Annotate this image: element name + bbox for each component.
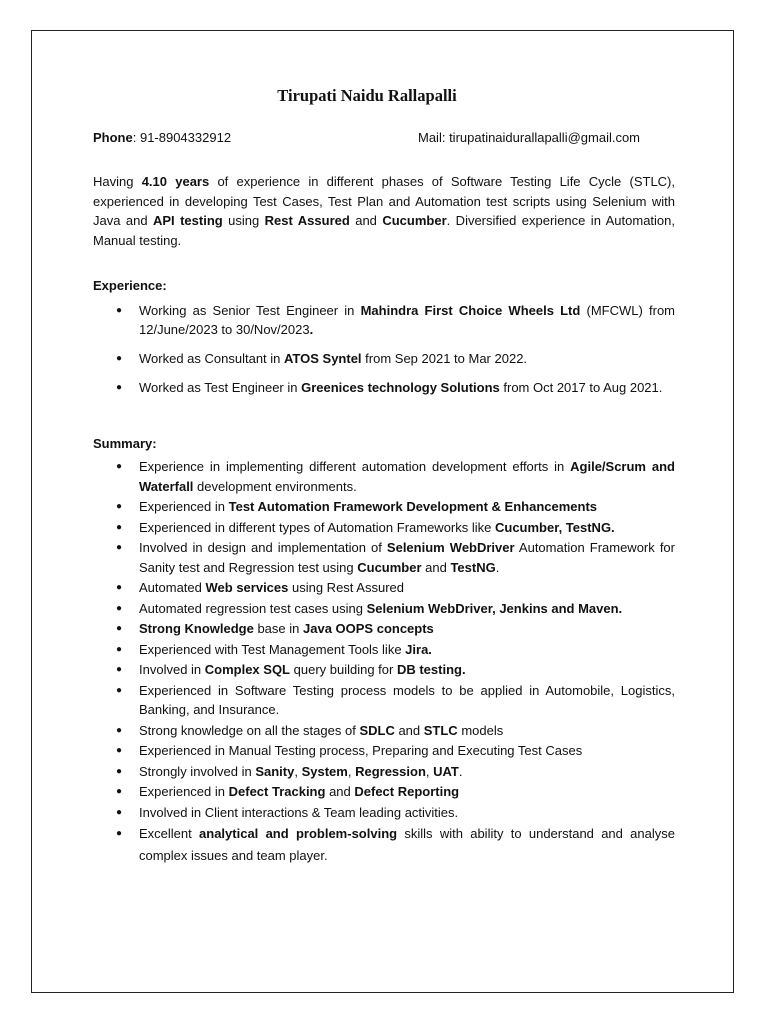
item-bold: Sanity <box>255 763 295 779</box>
item-bold: Web services <box>205 580 289 595</box>
intro-text: using <box>222 213 265 228</box>
item-bold: Jira. <box>405 641 432 657</box>
bullet-icon: ● <box>116 542 123 553</box>
bullet-icon: ● <box>116 521 123 533</box>
intro-bold: 4.10 years <box>141 174 210 189</box>
item-text: Experience in implementing different automation development efforts in <box>139 459 571 474</box>
summary-list <box>93 457 675 867</box>
item-bold: Agile/Scrum and Waterfall <box>139 459 676 494</box>
bullet-icon: ● <box>116 582 123 593</box>
bullet-icon: ● <box>116 765 123 777</box>
experience-list <box>93 301 675 407</box>
item-text: . <box>458 763 463 779</box>
item-text: Involved in <box>139 662 205 677</box>
item-bold: System <box>301 763 348 779</box>
item-text: , <box>425 763 434 779</box>
summary-item <box>93 803 675 823</box>
item-bold: Cucumber, TestNG. <box>495 519 615 535</box>
item-bold: ATOS Syntel <box>284 351 362 366</box>
bullet-icon: ● <box>116 684 123 696</box>
item-text: Automated <box>139 580 206 595</box>
item-text: and <box>394 722 424 738</box>
item-text: Working as Senior Test Engineer in <box>139 303 361 318</box>
bullet-icon: ● <box>116 806 123 818</box>
intro-text: Having <box>93 174 142 189</box>
summary-heading: Summary: <box>93 436 157 451</box>
summary-item <box>93 578 675 598</box>
intro-paragraph <box>93 172 675 250</box>
item-text: . <box>495 559 500 575</box>
summary-item <box>93 599 675 619</box>
summary-item <box>93 782 675 802</box>
experience-item <box>93 301 675 339</box>
item-bold: UAT <box>433 763 459 779</box>
item-bold: Complex SQL <box>204 662 291 677</box>
item-text: skills with ability to understand and analyse complex issues and team player. <box>139 826 675 863</box>
item-text: Automated regression test cases using <box>139 600 367 616</box>
phone-value: : 91-8904332912 <box>132 130 232 145</box>
summary-item <box>93 660 675 680</box>
item-text: (MFCWL) from 12/June/2023 to 30/Nov/2023 <box>139 303 676 337</box>
summary-item <box>93 518 675 538</box>
item-bold: SDLC <box>359 722 395 738</box>
item-bold: Defect Tracking <box>228 784 326 799</box>
item-bold: Java OOPS concepts <box>303 621 434 636</box>
item-text: from Oct 2017 to Aug 2021. <box>499 380 663 395</box>
experience-item <box>93 349 675 368</box>
summary-item <box>93 721 675 741</box>
item-text: using Rest Assured <box>288 580 404 595</box>
bullet-icon: ● <box>116 602 123 614</box>
item-text: Involved in design and implementation of <box>139 540 387 555</box>
mail-line <box>418 130 640 145</box>
item-text: Excellent <box>139 826 200 841</box>
item-text: from Sep 2021 to Mar 2022. <box>361 351 528 366</box>
bullet-icon: ● <box>116 786 123 797</box>
item-bold: Greenices technology Solutions <box>301 380 500 395</box>
item-bold: TestNG <box>450 559 496 575</box>
item-bold: DB testing. <box>396 662 466 677</box>
experience-item <box>93 378 675 397</box>
item-text: Strongly involved in <box>139 763 256 779</box>
item-bold: analytical and problem-solving <box>199 826 398 841</box>
summary-item <box>93 457 675 496</box>
item-bold: Regression <box>355 763 426 779</box>
item-text: Involved in Client interactions & Team leading activities. <box>139 804 459 820</box>
bullet-icon: ● <box>116 745 123 756</box>
item-text: base in <box>253 621 303 636</box>
item-text: Experienced in Software Testing process models to be applied in Automobile, Logistics, Banking, and Insurance. <box>139 682 675 717</box>
bullet-icon: ● <box>116 353 123 364</box>
item-text: Experienced in Manual Testing process, Preparing and Executing Test Cases <box>139 743 583 758</box>
intro-text: and <box>349 213 383 228</box>
bullet-icon: ● <box>116 382 123 393</box>
experience-heading: Experience: <box>93 278 167 293</box>
item-text: query building for <box>290 662 397 677</box>
item-text: Worked as Consultant in <box>139 351 284 366</box>
bullet-icon: ● <box>116 643 123 655</box>
phone-label: Phone <box>93 130 133 145</box>
bullet-icon: ● <box>116 305 123 316</box>
intro-bold: API testing <box>153 213 223 228</box>
bullet-icon: ● <box>116 501 123 512</box>
summary-item <box>93 497 675 517</box>
item-bold: Defect Reporting <box>354 784 460 799</box>
bullet-icon: ● <box>116 664 123 675</box>
item-bold: STLC <box>423 722 458 738</box>
item-text: and <box>325 784 355 799</box>
bullet-icon: ● <box>116 828 123 839</box>
phone-line <box>93 130 231 145</box>
item-bold: Strong Knowledge <box>139 621 254 636</box>
item-text: models <box>457 722 504 738</box>
item-text: Worked as Test Engineer in <box>139 380 302 395</box>
intro-text: . Diversified experience in Automation, Manual testing. <box>93 213 675 248</box>
item-bold: Mahindra First Choice Wheels Ltd <box>360 303 581 318</box>
item-text: Experienced in <box>139 784 229 799</box>
item-text: Experienced with Test Management Tools like <box>139 641 406 657</box>
bullet-icon: ● <box>116 724 123 736</box>
item-text: Strong knowledge on all the stages of <box>139 722 360 738</box>
bullet-icon: ● <box>116 623 123 634</box>
summary-item <box>93 762 675 782</box>
item-bold: Selenium WebDriver <box>386 540 515 555</box>
summary-item <box>93 538 675 577</box>
item-bold: Cucumber <box>357 559 422 575</box>
mail-value: tirupatinaidurallapalli@gmail.com <box>449 130 641 145</box>
summary-item <box>93 823 675 866</box>
item-text: Automation Framework for Sanity test and Regression test using <box>139 540 675 575</box>
summary-item <box>93 681 675 720</box>
item-text: Experienced in different types of Automation Frameworks like <box>139 519 495 535</box>
item-text: , <box>347 763 356 779</box>
item-text: , <box>294 763 302 779</box>
item-text: development environments. <box>193 478 357 494</box>
candidate-name: Tirupati Naidu Rallapalli <box>277 86 457 105</box>
item-bold: . <box>309 322 314 337</box>
intro-bold: Cucumber <box>382 213 447 228</box>
summary-item <box>93 741 675 761</box>
intro-bold: Rest Assured <box>264 213 350 228</box>
intro-text: of experience in different phases of Software Testing Life Cycle (STLC), experienced in developing Test Cases, Test Plan and Automation test scripts using Selenium with Java and <box>93 174 675 228</box>
bullet-icon: ● <box>116 461 123 472</box>
summary-item <box>93 619 675 639</box>
item-text: Experienced in <box>139 499 229 514</box>
item-text: and <box>421 559 451 575</box>
item-bold: Test Automation Framework Development & Enhancements <box>228 499 598 514</box>
item-bold: Selenium WebDriver, Jenkins and Maven. <box>366 600 623 616</box>
summary-item <box>93 640 675 660</box>
mail-label: Mail: <box>418 130 450 145</box>
